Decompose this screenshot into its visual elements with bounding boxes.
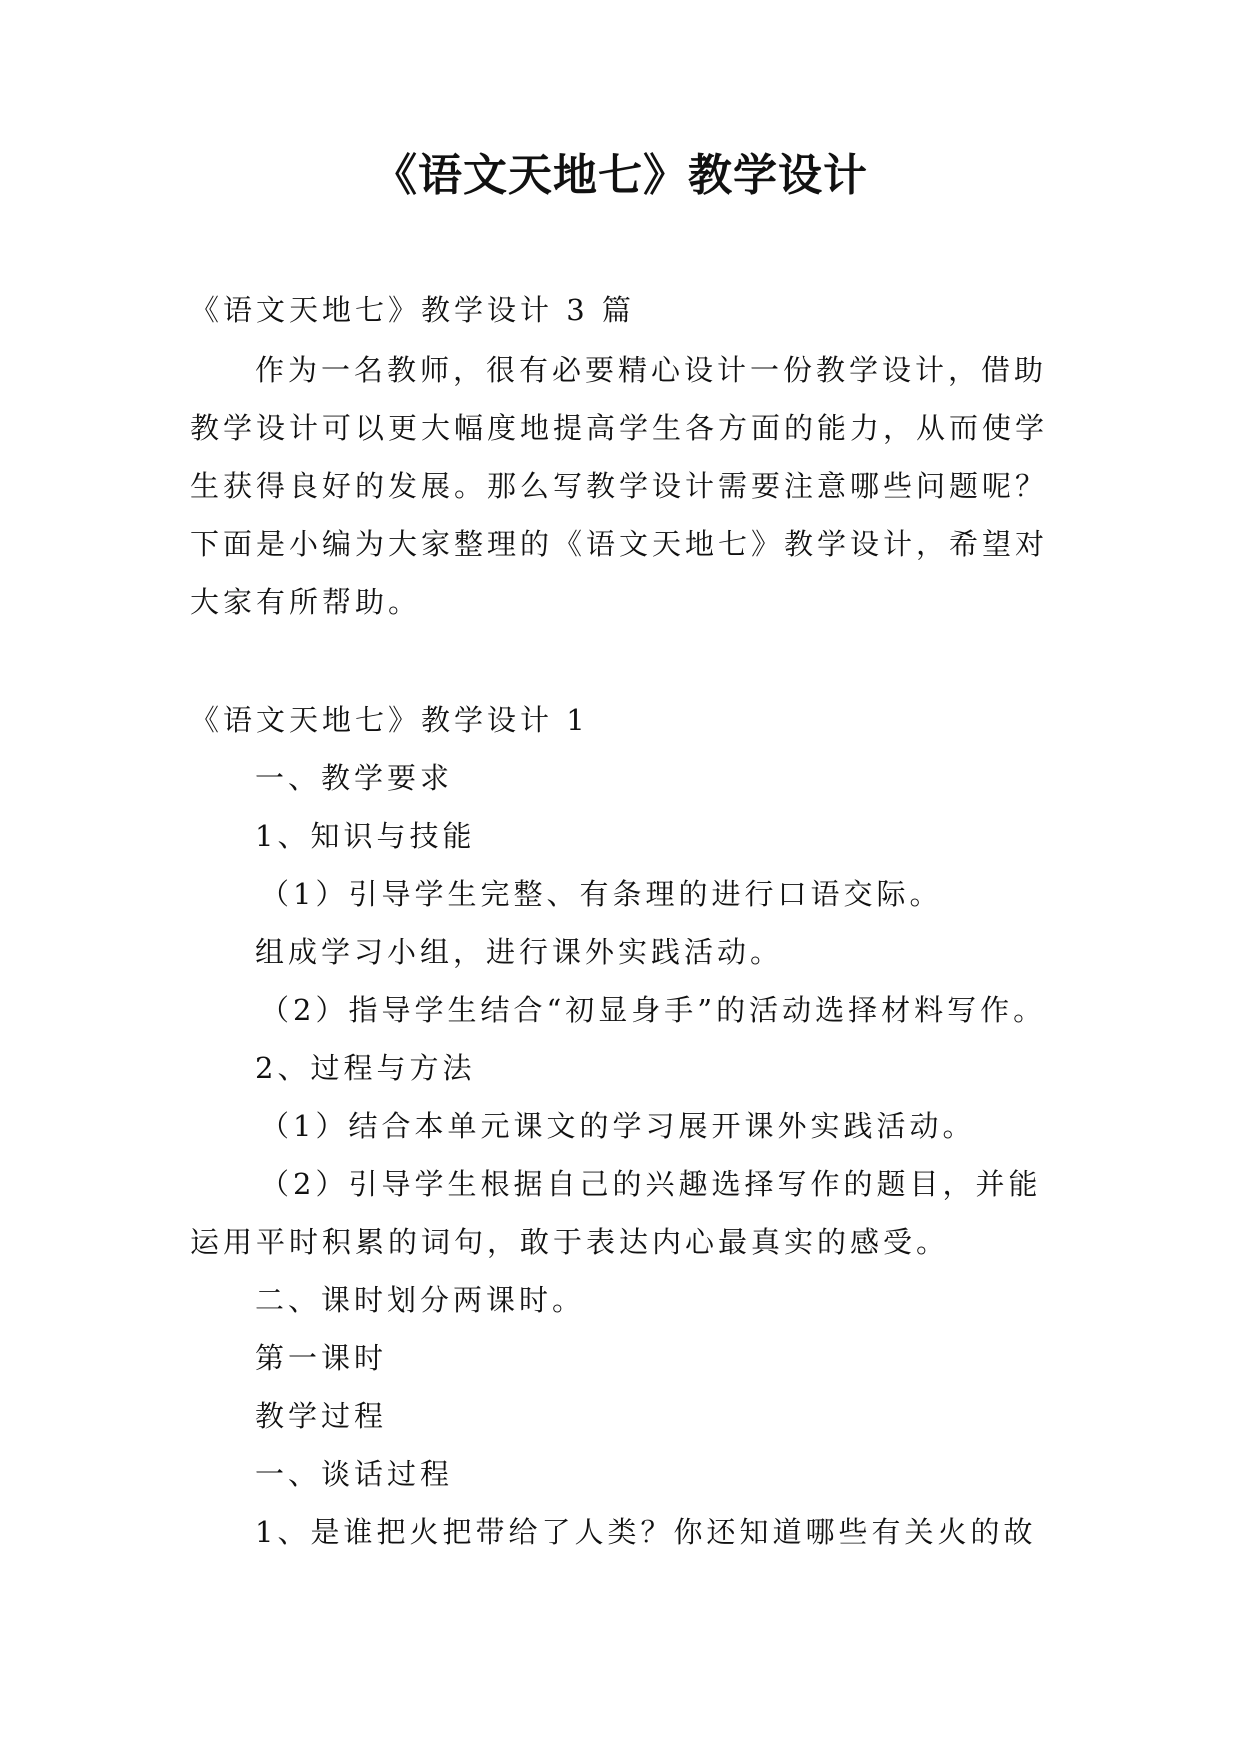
subtitle-line: 《语文天地七》教学设计 3 篇 bbox=[190, 293, 635, 327]
intro-line-3: 生获得良好的发展。那么写教学设计需要注意哪些问题呢？ bbox=[190, 469, 1049, 503]
body-line: 1、知识与技能 bbox=[255, 819, 476, 853]
section-heading: 《语文天地七》教学设计 1 bbox=[190, 703, 589, 737]
body-line: 教学过程 bbox=[255, 1399, 388, 1433]
body-line: 二、课时划分两课时。 bbox=[255, 1283, 586, 1317]
body-line: （2）引导学生根据自己的兴趣选择写作的题目，并能 bbox=[260, 1167, 1042, 1201]
document-title: 《语文天地七》教学设计 bbox=[373, 150, 868, 201]
body-line: （1）引导学生完整、有条理的进行口语交际。 bbox=[260, 877, 943, 911]
body-line: （1）结合本单元课文的学习展开课外实践活动。 bbox=[260, 1109, 976, 1143]
body-line: 1、是谁把火把带给了人类？你还知道哪些有关火的故 bbox=[255, 1515, 1037, 1549]
body-line: （2）指导学生结合“初显身手”的活动选择材料写作。 bbox=[260, 993, 1047, 1027]
body-line: 运用平时积累的词句，敢于表达内心最真实的感受。 bbox=[190, 1225, 950, 1259]
body-line: 第一课时 bbox=[255, 1341, 388, 1375]
body-line: 一、教学要求 bbox=[255, 761, 454, 795]
intro-line-2: 教学设计可以更大幅度地提高学生各方面的能力，从而使学 bbox=[190, 411, 1049, 445]
intro-line-5: 大家有所帮助。 bbox=[190, 585, 422, 619]
body-line: 一、谈话过程 bbox=[255, 1457, 454, 1491]
body-line: 2、过程与方法 bbox=[255, 1051, 476, 1085]
intro-line-4: 下面是小编为大家整理的《语文天地七》教学设计，希望对 bbox=[190, 527, 1049, 561]
intro-line-1: 作为一名教师，很有必要精心设计一份教学设计，借助 bbox=[255, 353, 1048, 387]
body-line: 组成学习小组，进行课外实践活动。 bbox=[255, 935, 784, 969]
